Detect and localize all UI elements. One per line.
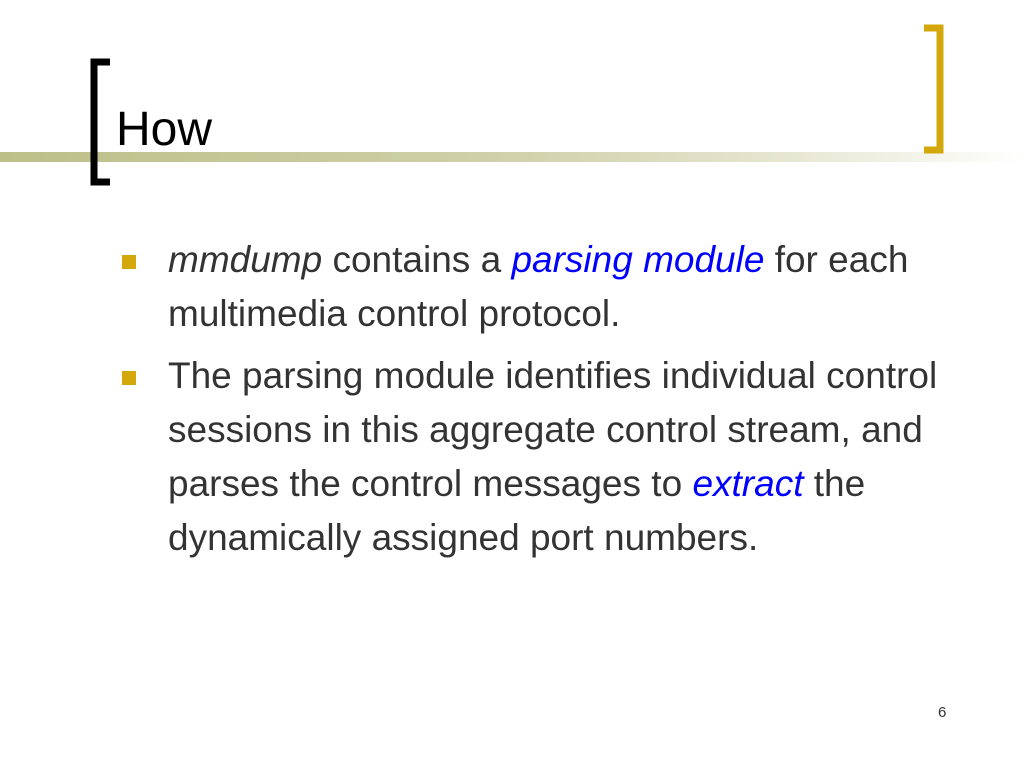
bullet-text: the dynamically assigned port numbers.	[168, 463, 866, 558]
slide-title: How	[116, 103, 213, 156]
bullet-text: The parsing module identifies individual control sessions in this aggregate control stream, and parses the control messages to	[168, 355, 938, 504]
bullet-text: for each multimedia control protocol.	[168, 239, 909, 334]
right-bracket-icon	[920, 24, 946, 154]
bullet-list	[118, 233, 938, 573]
bullet-text-highlight: parsing module	[511, 239, 765, 280]
bullet-item	[118, 233, 938, 341]
left-bracket-icon	[88, 58, 114, 186]
bullet-text: contains a	[322, 239, 512, 280]
right-bracket-stroke	[924, 28, 940, 150]
square-bullet-icon	[122, 371, 136, 385]
bullet-text-italic: mmdump	[168, 239, 323, 280]
slide-number: 6	[938, 704, 947, 721]
bullet-text-highlight: extract	[692, 463, 804, 504]
bullet-item	[118, 349, 938, 565]
square-bullet-icon	[122, 255, 136, 269]
